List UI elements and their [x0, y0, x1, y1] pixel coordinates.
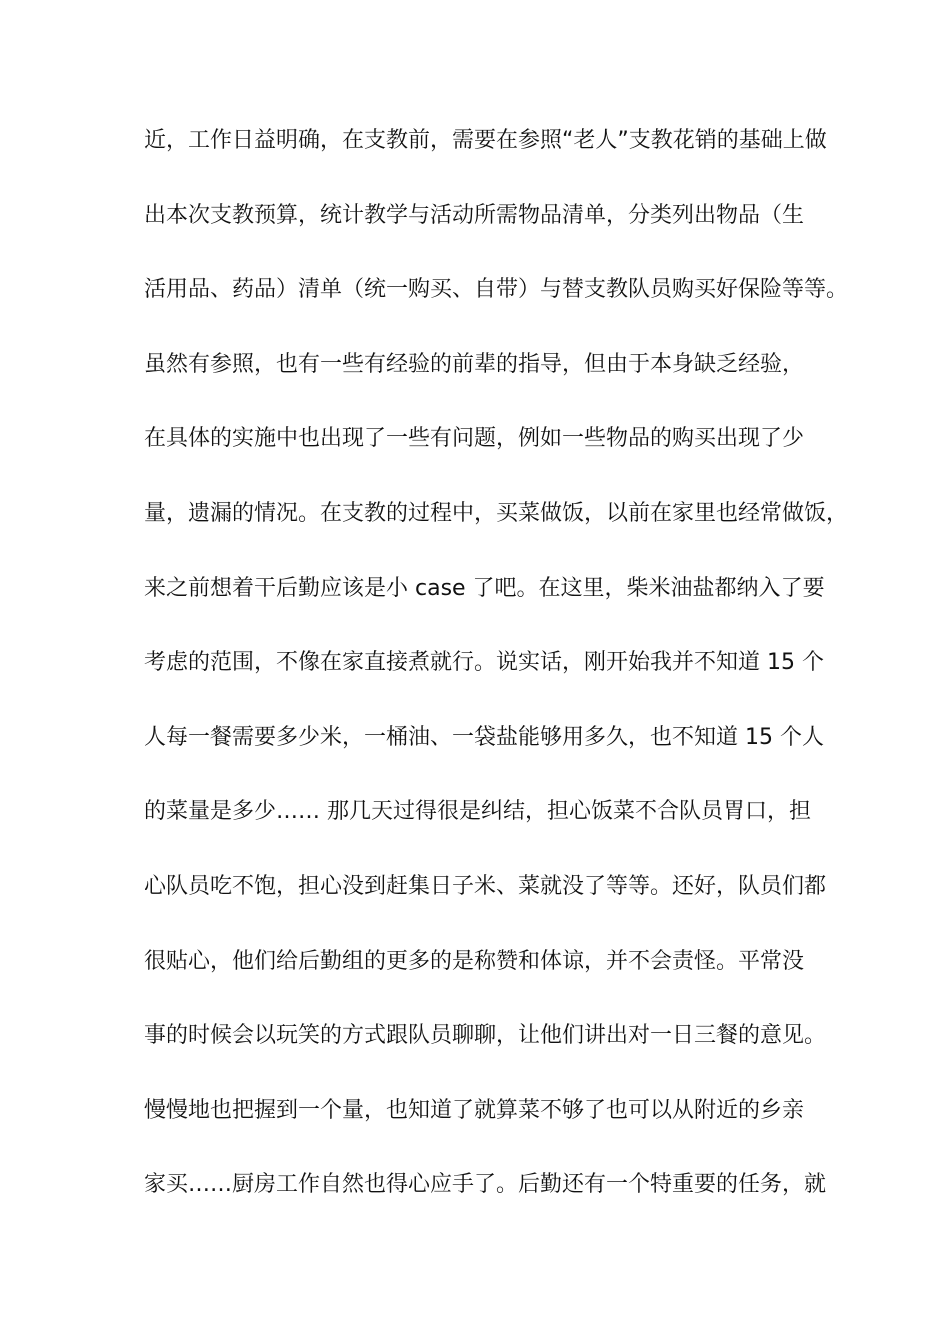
text-line: 心队员吃不饱，担心没到赶集日子米、菜就没了等等。还好，队员们都 — [144, 873, 827, 899]
text-line: 出本次支教预算，统计教学与活动所需物品清单，分类列出物品（生 — [144, 202, 805, 228]
text-line: 慢慢地也把握到一个量，也知道了就算菜不够了也可以从附近的乡亲 — [144, 1097, 805, 1123]
text-line: 虽然有参照，也有一些有经验的前辈的指导，但由于本身缺乏经验， — [144, 351, 805, 377]
text-line: 的菜量是多少…… 那几天过得很是纠结，担心饭菜不合队员胃口，担 — [144, 799, 811, 825]
text-line: 事的时候会以玩笑的方式跟队员聊聊，让他们讲出对一日三餐的意见。 — [144, 1023, 827, 1049]
text-line: 考虑的范围，不像在家直接煮就行。说实话，刚开始我并不知道 15 个 — [144, 650, 824, 676]
text-line: 家买……厨房工作自然也得心应手了。后勤还有一个特重要的任务，就 — [144, 1172, 827, 1198]
text-line: 在具体的实施中也出现了一些有问题，例如一些物品的购买出现了少 — [144, 426, 805, 452]
text-line: 很贴心，他们给后勤组的更多的是称赞和体谅，并不会责怪。平常没 — [144, 948, 805, 974]
text-line: 人每一餐需要多少米，一桶油、一袋盐能够用多久，也不知道 15 个人 — [144, 724, 824, 750]
text-line: 量，遗漏的情况。在支教的过程中，买菜做饭，以前在家里也经常做饭， — [144, 500, 849, 526]
text-line: 活用品、药品）清单（统一购买、自带）与替支教队员购买好保险等等。 — [144, 277, 849, 303]
text-line: 来之前想着干后勤应该是小 case 了吧。在这里，柴米油盐都纳入了要 — [144, 575, 825, 601]
body-text — [144, 121, 849, 1240]
text-line: 近，工作日益明确，在支教前，需要在参照“老人”支教花销的基础上做 — [144, 128, 827, 153]
